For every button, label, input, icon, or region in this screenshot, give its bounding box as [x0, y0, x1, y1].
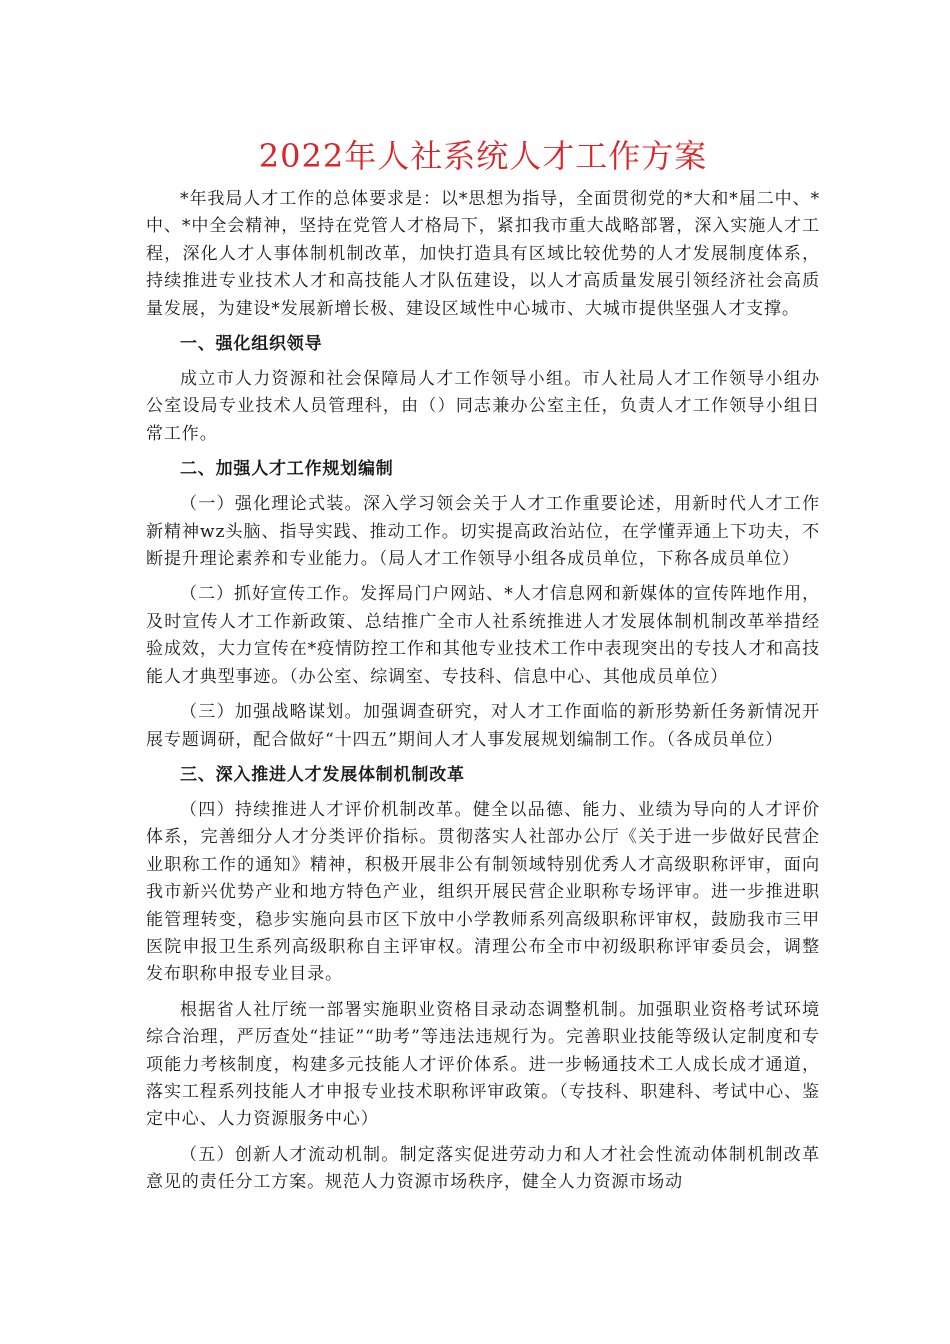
body-paragraph: 成立市人力资源和社会保障局人才工作领导小组。市人社局人才工作领导小组办公室设局专业技术人员管理科，由（）同志兼办公室主任，负责人才工作领导小组日常工作。	[146, 369, 820, 444]
body-paragraph: （四）持续推进人才评价机制改革。健全以品德、能力、业绩为导向的人才评价体系，完善细分人才分类评价指标。贯彻落实人社部办公厅《关于进一步做好民营企业职称工作的通知》精神，积极开展非公有制领域特别优秀人才高级职称评审，面向我市新兴优势产业和地方特色产业，组织开展民营企业职称专场评审。进一步推进职能管理转变，稳步实施向县市区下放中小学教师系列高级职称评审权，鼓励我市三甲医院申报卫生系列高级职称自主评审权。清理公布全市中初级职称评审委员会，调整发布职称申报专业目录。	[146, 799, 820, 985]
body-paragraph: （三）加强战略谋划。加强调查研究，对人才工作面临的新形势新任务新情况开展专题调研，配合做好“十四五”期间人才人事发展规划编制工作。（各成员单位）	[146, 702, 820, 750]
body-paragraph: （二）抓好宣传工作。发挥局门户网站、*人才信息网和新媒体的宣传阵地作用，及时宣传人才工作新政策、总结推广全市人社系统推进人才发展体制机制改革举措经验成效，大力宣传在*疫情防控工作和其他专业技术工作中表现突出的专技人才和高技能人才典型事迹。（办公室、综调室、专技科、信息中心、其他成员单位）	[146, 584, 820, 687]
body-paragraph: （五）创新人才流动机制。制定落实促进劳动力和人才社会性流动体制机制改革意见的责任分工方案。规范人力资源市场秩序，健全人力资源市场动	[146, 1144, 820, 1193]
section-heading: 二、加强人才工作规划编制	[180, 459, 394, 480]
body-paragraph: （一）强化理论式装。深入学习领会关于人才工作重要论述，用新时代人才工作新精神wz头脑、指导实践、推动工作。切实提高政治站位，在学懂弄通上下功夫，不断提升理论素养和专业能力。（局人才工作领导小组各成员单位，下称各成员单位）	[146, 494, 820, 570]
document-title: 2022年人社系统人才工作方案	[258, 137, 708, 175]
section-heading: 三、深入推进人才发展体制机制改革	[180, 764, 465, 785]
body-paragraph: 根据省人社厅统一部署实施职业资格目录动态调整机制。加强职业资格考试环境综合治理，严厉查处“挂证”“助考”等违法违规行为。完善职业技能等级认定制度和专项能力考核制度，构建多元技能人才评价体系。进一步畅通技术工人成长成才通道，落实工程系列技能人才申报专业技术职称评审政策。（专技科、职建科、考试中心、鉴定中心、人力资源服务中心）	[146, 999, 820, 1130]
intro-paragraph: *年我局人才工作的总体要求是：以*思想为指导，全面贯彻党的*大和*届二中、*中、*中全会精神，坚持在党管人才格局下，紧扣我市重大战略部署，深入实施人才工程，深化人才人事体制机制改革，加快打造具有区域比较优势的人才发展制度体系，持续推进专业技术人才和高技能人才队伍建设，以人才高质量发展引领经济社会高质量发展，为建设*发展新增长极、建设区域性中心城市、大城市提供坚强人才支撑。	[146, 189, 820, 319]
section-heading: 一、强化组织领导	[180, 334, 323, 355]
document-page	[146, 136, 820, 1205]
